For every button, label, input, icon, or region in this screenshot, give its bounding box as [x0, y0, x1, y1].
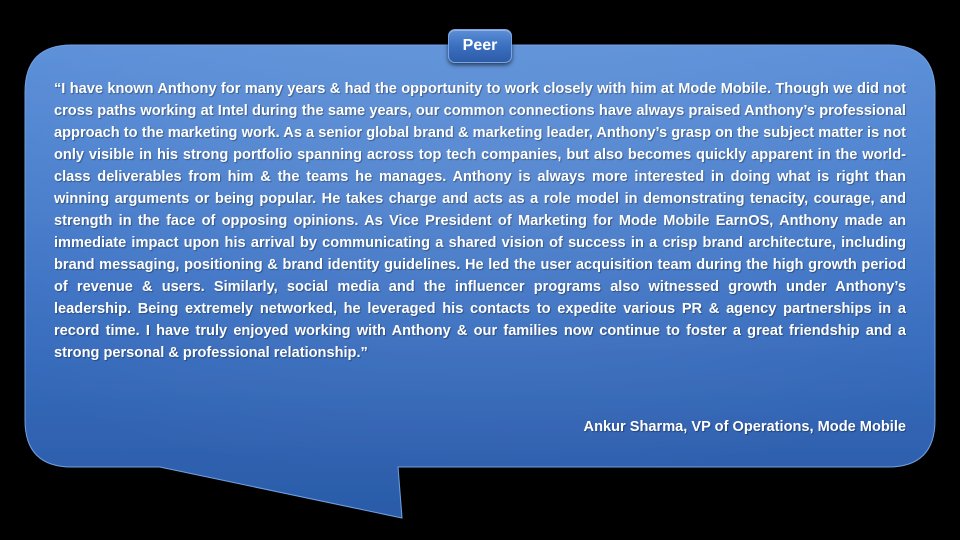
peer-badge: Peer	[448, 29, 512, 63]
testimonial-quote: “I have known Anthony for many years & had the opportunity to work closely with him at Mode Mobile. Though we did not cross paths working at Intel during the same years, our common connections have always praised Anthony’s professional approach to the marketing work. As a senior global brand & marketing leader, Anthony’s grasp on the subject matter is not only visible in his strong portfolio spanning across top tech companies, but also becomes quickly apparent in the world-class deliverables from him & the teams he manages. Anthony is always more interested in doing what is right than winning arguments or being popular. He takes charge and acts as a role model in demonstrating tenacity, courage, and strength in the face of opposing opinions. As Vice President of Marketing for Mode Mobile EarnOS, Anthony made an immediate impact upon his arrival by communicating a shared vision of success in a crisp brand architecture, including brand messaging, positioning & brand identity guidelines. He led the user acquisition team during the high growth period of revenue & users. Similarly, social media and the influencer programs also witnessed growth under Anthony’s leadership. Being extremely networked, he leveraged his contacts to expedite various PR & agency partnerships in a record time. I have truly enjoyed working with Anthony & our families now continue to foster a great friendship and a strong personal & professional relationship.”	[54, 81, 906, 361]
testimonial-attribution: Ankur Sharma, VP of Operations, Mode Mobile	[583, 419, 906, 435]
